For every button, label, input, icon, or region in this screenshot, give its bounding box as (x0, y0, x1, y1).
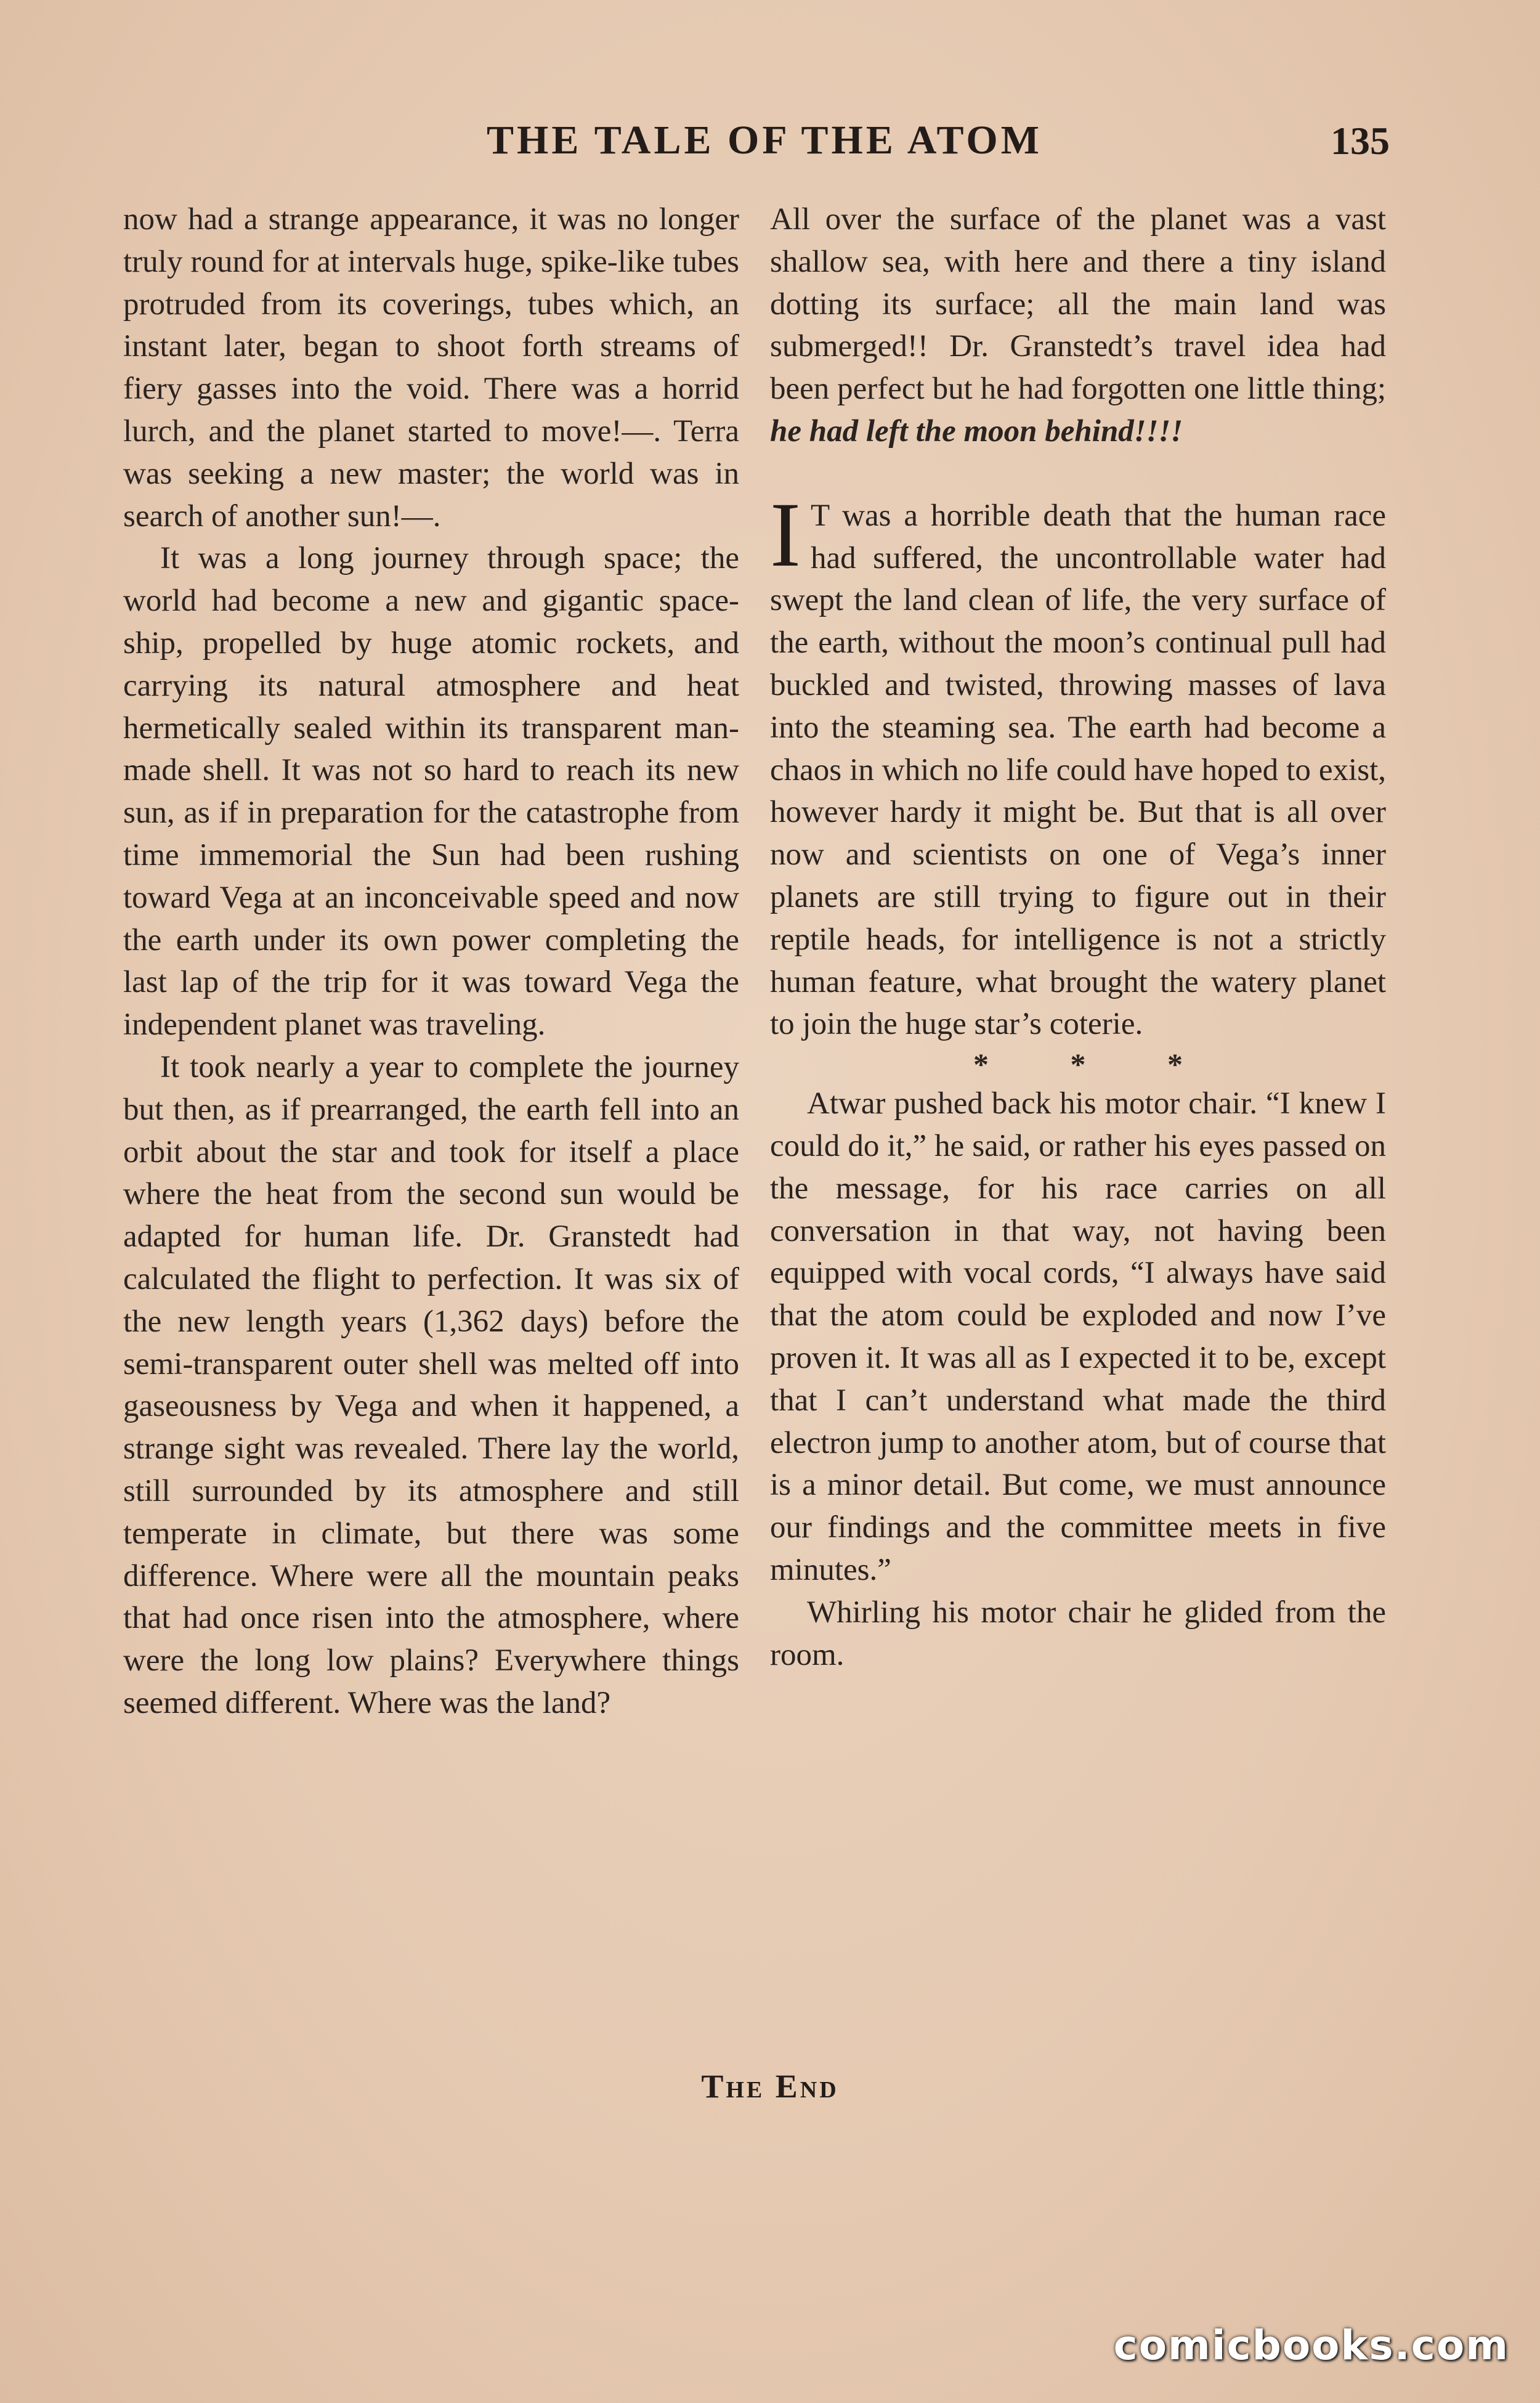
story-end-mark: The End (701, 2068, 839, 2105)
emphasized-text: he had left the moon behind!!!! (770, 413, 1183, 449)
running-header (0, 117, 1540, 173)
right-column (770, 198, 1386, 1676)
section-separator: * * * (973, 1047, 1220, 1082)
page-number: 135 (1331, 119, 1390, 163)
paragraph (770, 483, 1386, 1046)
paragraph (770, 198, 1386, 453)
paragraph: It took nearly a year to complete the journey but then, as if prearranged, the earth fell into an orbit about the star and took for itself a place where the heat from the second sun would be adapted for human life. Dr. Granstedt had calculated the flight to perfection. It was six of the new length years (1,362 days) before the semi-transparent outer shell was melted off into gaseousness by Vega and when it happened, a strange sight was revealed. There lay the world, still surrounded by its atmosphere and still temperate in climate, but there was some difference. Where were all the mountain peaks that had once risen into the atmosphere, where were the long low plains? Everywhere things seemed different. Where was the land? (123, 1049, 739, 1720)
watermark: comicbooks.com (1113, 2322, 1509, 2369)
drop-cap: I (770, 483, 801, 586)
running-title: THE TALE OF THE ATOM (487, 118, 1042, 163)
paragraph: Whirling his motor chair he glided from the room. (770, 1595, 1386, 1672)
paragraph: It was a long journey through space; the world had become a new and gigantic space-ship, propelled by huge atomic rockets, and carrying its natural atmosphere and heat hermetically sealed within its transparent man-made shell. It was not so hard to reach its new sun, as if in preparation for the catastrophe from time immemorial the Sun had been rushing toward Vega at an inconceivable speed and now the earth under its own power completing the last lap of the trip for it was toward Vega the independent planet was traveling. (123, 541, 739, 1043)
paragraph: now had a strange appearance, it was no longer truly round for at intervals huge, spike-like tubes protruded from its coverings, tubes which, an instant later, began to shoot forth streams of fiery gasses into the void. There was a horrid lurch, and the planet started to move!—. Terra was seeking a new master; the world was in search of another sun!—. (123, 202, 739, 534)
paragraph-text: All over the surface of the planet was a vast shallow sea, with here and there a tiny island dotting its surface; all the main land was submerged!! Dr. Granstedt’s travel idea had been perfect but he had forgotten one little thing; (770, 202, 1386, 407)
paragraph: Atwar pushed back his motor chair. “I knew I could do it,” he said, or rather his eyes passed on the message, for his race carries on all conversation in that way, not having been equipped with vocal cords, “I always have said that the atom could be exploded and now I’ve proven it. It was all as I expected it to be, except that I can’t understand what made the third electron jump to another atom, but of course that is a minor detail. But come, we must announce our findings and the committee meets in five minutes.” (770, 1086, 1386, 1587)
paragraph-text: T was a horrible death that the human race had suffered, the uncontrollable water had swept the land clean of life, the very surface of the earth, without the moon’s continual pull had buckled and twisted, throwing masses of lava into the steaming sea. The earth had become a chaos in which no life could have hoped to exist, however hardy it might be. But that is all over now and scientists on one of Vega’s inner planets are still trying to figure out in their reptile heads, for intelligence is not a strictly human feature, what brought the watery planet to join the huge star’s coterie. (770, 498, 1386, 1042)
left-column (123, 198, 739, 1725)
